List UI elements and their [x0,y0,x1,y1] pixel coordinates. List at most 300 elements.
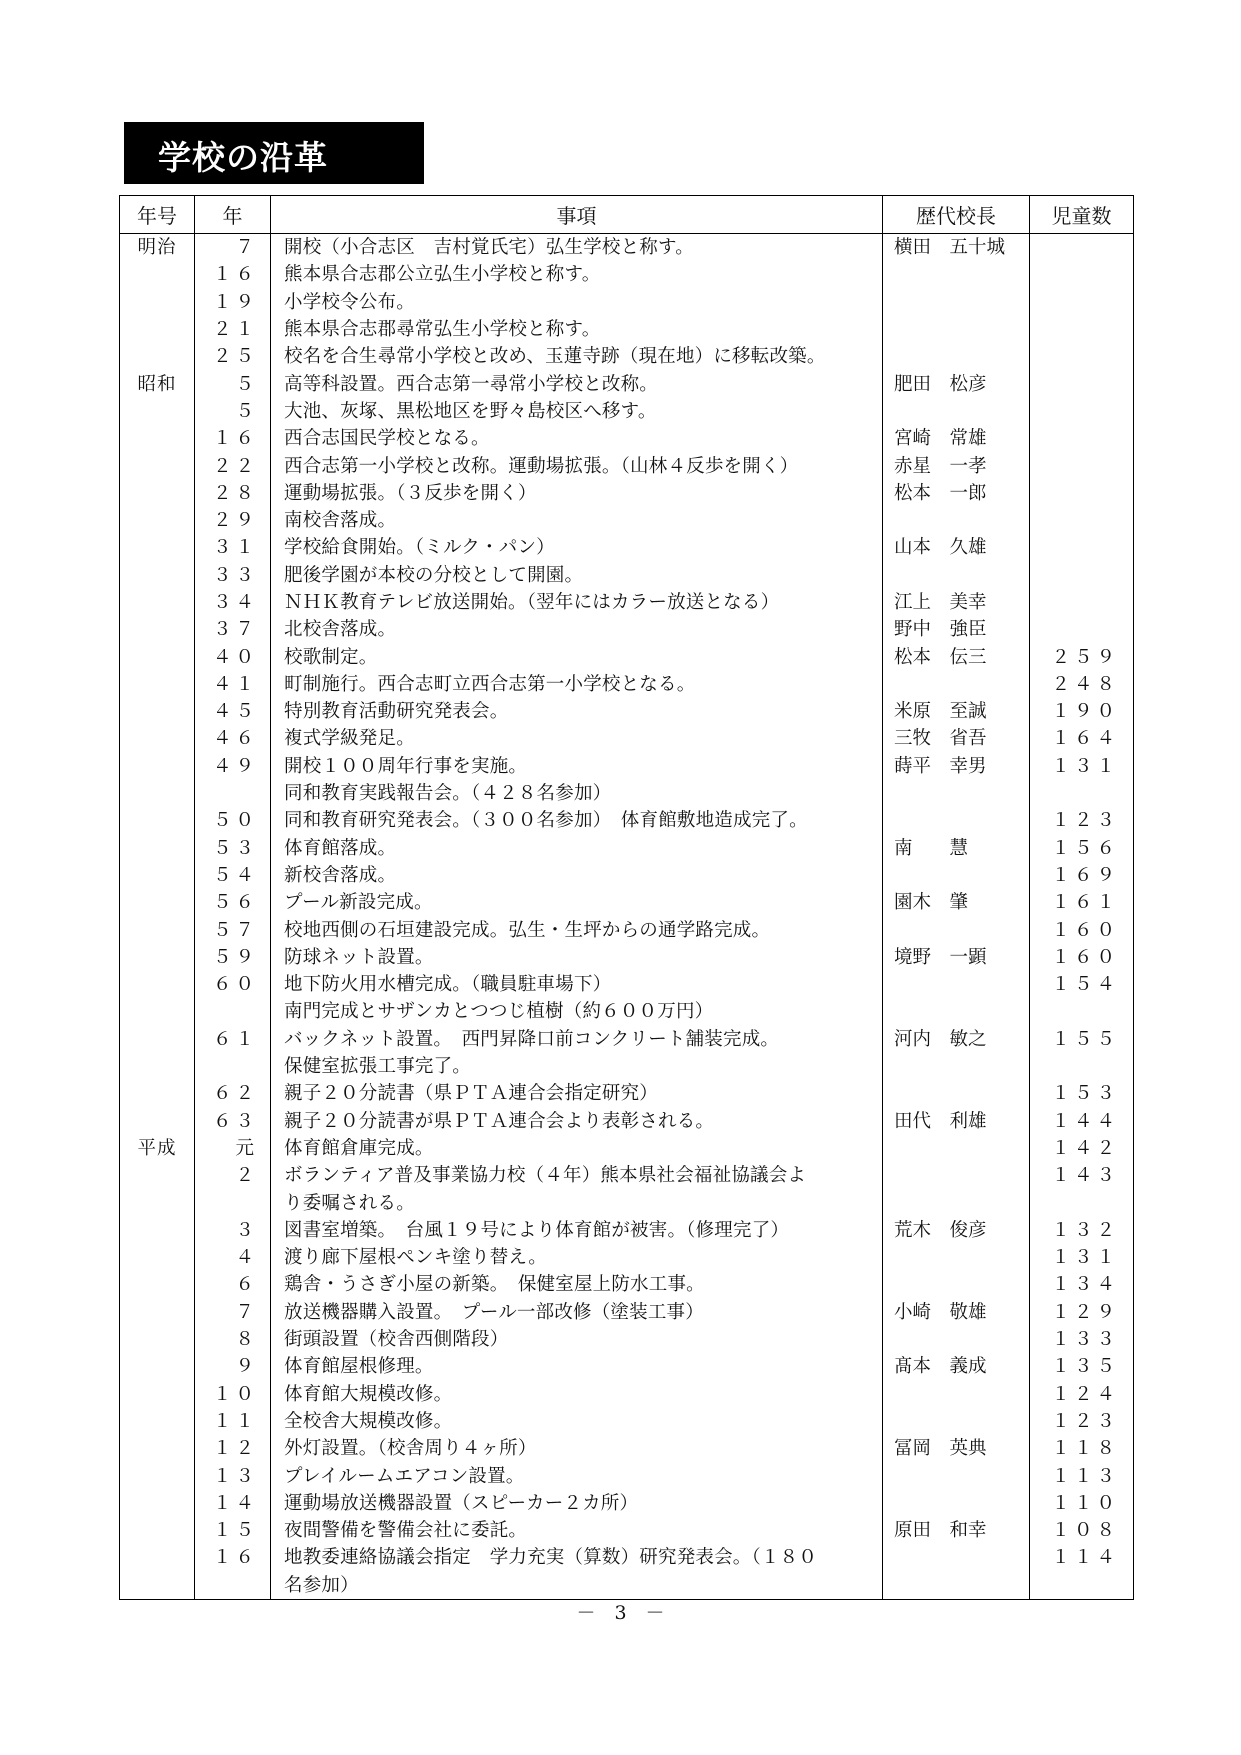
cell-principal: 原田 和幸 [883,1517,1030,1544]
cell-children: ２５９ [1030,643,1134,670]
cell-era [120,1244,195,1271]
cell-event: 放送機器購入設置。 プール一部改修（塗装工事） [271,1299,883,1326]
cell-children: １３５ [1030,1353,1134,1380]
cell-year: １６ [195,261,271,288]
cell-children [1030,261,1134,288]
cell-principal: 松本 一郎 [883,480,1030,507]
cell-principal: 河内 敏之 [883,1026,1030,1053]
history-table [119,195,1134,1600]
cell-event: 西合志第一小学校と改称。運動場拡張。（山林４反歩を開く） [271,452,883,479]
cell-children: １３２ [1030,1217,1134,1244]
cell-principal: 山本 久雄 [883,534,1030,561]
cell-principal [883,671,1030,698]
cell-era [120,1189,195,1216]
cell-children: １３１ [1030,753,1134,780]
cell-era [120,1462,195,1489]
cell-era [120,971,195,998]
cell-era [120,1490,195,1517]
cell-principal [883,1462,1030,1489]
header-year: 年 [195,196,271,234]
cell-year: １０ [195,1380,271,1407]
cell-principal: 松本 伝三 [883,643,1030,670]
cell-era [120,998,195,1025]
section-title-box [124,122,424,184]
cell-principal: 野中 強臣 [883,616,1030,643]
cell-year: ５ [195,398,271,425]
cell-event: 校地西側の石垣建設完成。弘生・生坪からの通学路完成。 [271,916,883,943]
cell-event: 外灯設置。（校舎周り４ヶ所） [271,1435,883,1462]
cell-children: １３４ [1030,1271,1134,1298]
cell-event: 親子２０分読書（県ＰＴＡ連合会指定研究） [271,1080,883,1107]
cell-principal [883,343,1030,370]
table-row [120,1462,1134,1489]
cell-children: １６１ [1030,889,1134,916]
table-row [120,971,1134,998]
cell-year: ４１ [195,671,271,698]
cell-year: ２９ [195,507,271,534]
table-row [120,1162,1134,1189]
cell-principal: 髙本 義成 [883,1353,1030,1380]
cell-era [120,1108,195,1135]
table-row [120,480,1134,507]
cell-principal: 蒔平 幸男 [883,753,1030,780]
cell-year: ６３ [195,1108,271,1135]
cell-event: 新校舎落成。 [271,862,883,889]
cell-era: 昭和 [120,370,195,397]
table-row [120,1189,1134,1216]
page-number: － 3 － [576,1602,665,1624]
cell-era [120,343,195,370]
cell-year: ３３ [195,562,271,589]
cell-children: １１３ [1030,1462,1134,1489]
cell-event: プール新設完成。 [271,889,883,916]
cell-event: り委嘱される。 [271,1189,883,1216]
cell-year: ４０ [195,643,271,670]
table-row [120,835,1134,862]
cell-children: １２３ [1030,807,1134,834]
table-row [120,1544,1134,1571]
cell-children: １６４ [1030,725,1134,752]
cell-event: 肥後学園が本校の分校として開園。 [271,562,883,589]
cell-year: １５ [195,1517,271,1544]
cell-event: 運動場拡張。（３反歩を開く） [271,480,883,507]
cell-children [1030,998,1134,1025]
table-row [120,1299,1134,1326]
cell-children: １４３ [1030,1162,1134,1189]
table-row [120,316,1134,343]
cell-event: 南門完成とサザンカとつつじ植樹（約６００万円） [271,998,883,1025]
cell-event: プレイルームエアコン設置。 [271,1462,883,1489]
cell-children [1030,562,1134,589]
cell-children: １１４ [1030,1544,1134,1571]
table-row [120,425,1134,452]
cell-children [1030,480,1134,507]
cell-principal: 園木 肇 [883,889,1030,916]
cell-era [120,1435,195,1462]
cell-year [195,998,271,1025]
cell-children: １１０ [1030,1490,1134,1517]
cell-children: １０８ [1030,1517,1134,1544]
cell-principal: 横田 五十城 [883,234,1030,262]
cell-year: ３４ [195,589,271,616]
table-row [120,1108,1134,1135]
cell-principal [883,1135,1030,1162]
cell-event: 校名を合生尋常小学校と改め、玉蓮寺跡（現在地）に移転改築。 [271,343,883,370]
cell-children [1030,1189,1134,1216]
cell-event: 図書室増築。 台風１９号により体育館が被害。（修理完了） [271,1217,883,1244]
cell-children [1030,589,1134,616]
cell-children: １５３ [1030,1080,1134,1107]
cell-children [1030,398,1134,425]
cell-era [120,835,195,862]
table-row [120,1271,1134,1298]
table-row [120,562,1134,589]
cell-era [120,1572,195,1600]
cell-year: ５７ [195,916,271,943]
cell-year: ４ [195,1244,271,1271]
cell-year: １２ [195,1435,271,1462]
cell-event: 開校１００周年行事を実施。 [271,753,883,780]
table-header-row [120,196,1134,234]
cell-year: ４５ [195,698,271,725]
cell-era [120,862,195,889]
cell-era [120,1408,195,1435]
cell-principal [883,807,1030,834]
cell-children: １６０ [1030,916,1134,943]
cell-principal: 冨岡 英典 [883,1435,1030,1462]
header-principal: 歴代校長 [883,196,1030,234]
cell-event: 鶏舎・うさぎ小屋の新築。 保健室屋上防水工事。 [271,1271,883,1298]
cell-year: ５３ [195,835,271,862]
cell-era [120,1271,195,1298]
table-row [120,398,1134,425]
cell-year: ４６ [195,725,271,752]
table-row [120,289,1134,316]
cell-children [1030,1572,1134,1600]
cell-principal [883,1189,1030,1216]
cell-event: 熊本県合志郡公立弘生小学校と称す。 [271,261,883,288]
cell-era [120,1053,195,1080]
cell-era [120,698,195,725]
cell-principal [883,1080,1030,1107]
cell-principal [883,1053,1030,1080]
cell-era [120,480,195,507]
cell-year: ６０ [195,971,271,998]
cell-event: 運動場放送機器設置（スピーカー２カ所） [271,1490,883,1517]
table-row [120,234,1134,262]
cell-children: １５４ [1030,971,1134,998]
cell-year: ３１ [195,534,271,561]
cell-year: ５６ [195,889,271,916]
cell-event: 学校給食開始。（ミルク・パン） [271,534,883,561]
cell-year [195,780,271,807]
cell-children: １６９ [1030,862,1134,889]
table-row [120,698,1134,725]
cell-principal [883,971,1030,998]
header-event: 事項 [271,196,883,234]
cell-principal [883,562,1030,589]
cell-event: 全校舎大規模改修。 [271,1408,883,1435]
cell-principal [883,1271,1030,1298]
cell-principal: 小崎 敬雄 [883,1299,1030,1326]
cell-event: 体育館落成。 [271,835,883,862]
cell-principal [883,261,1030,288]
cell-children: １５５ [1030,1026,1134,1053]
cell-era [120,807,195,834]
cell-era [120,616,195,643]
cell-year: ７ [195,234,271,262]
cell-principal [883,1326,1030,1353]
cell-principal: 赤星 一孝 [883,452,1030,479]
cell-principal [883,1544,1030,1571]
cell-event: 地教委連絡協議会指定 学力充実（算数）研究発表会。（１８０ [271,1544,883,1571]
cell-event: ＮＨＫ教育テレビ放送開始。（翌年にはカラー放送となる） [271,589,883,616]
cell-event: 街頭設置（校舎西側階段） [271,1326,883,1353]
cell-era [120,316,195,343]
cell-principal [883,1162,1030,1189]
cell-year: ５９ [195,944,271,971]
cell-event: 校歌制定。 [271,643,883,670]
cell-event: 同和教育研究発表会。（３００名参加） 体育館敷地造成完了。 [271,807,883,834]
cell-era [120,753,195,780]
cell-principal [883,289,1030,316]
cell-year: １９ [195,289,271,316]
cell-children: １２９ [1030,1299,1134,1326]
cell-era [120,1544,195,1571]
cell-children: １１８ [1030,1435,1134,1462]
cell-principal [883,316,1030,343]
cell-event: 複式学級発足。 [271,725,883,752]
table-row [120,1380,1134,1407]
cell-principal: 田代 利雄 [883,1108,1030,1135]
cell-era [120,534,195,561]
table-row [120,1490,1134,1517]
cell-era [120,1080,195,1107]
cell-event: 体育館屋根修理。 [271,1353,883,1380]
table-row [120,725,1134,752]
cell-era [120,1162,195,1189]
cell-year: ６１ [195,1026,271,1053]
cell-principal [883,862,1030,889]
cell-year: １１ [195,1408,271,1435]
cell-year: ４９ [195,753,271,780]
table-row [120,1026,1134,1053]
cell-children: １４２ [1030,1135,1134,1162]
cell-year [195,1189,271,1216]
cell-children: １４４ [1030,1108,1134,1135]
cell-era [120,452,195,479]
cell-year: ２ [195,1162,271,1189]
cell-year: ５ [195,370,271,397]
cell-era [120,1299,195,1326]
cell-children [1030,1053,1134,1080]
cell-year: ３７ [195,616,271,643]
table-row [120,534,1134,561]
table-row [120,944,1134,971]
cell-era [120,1380,195,1407]
cell-era [120,725,195,752]
cell-children [1030,343,1134,370]
cell-event: 小学校令公布。 [271,289,883,316]
cell-event: 地下防火用水槽完成。（職員駐車場下） [271,971,883,998]
cell-children: １３３ [1030,1326,1134,1353]
cell-principal: 三牧 省吾 [883,725,1030,752]
cell-children [1030,616,1134,643]
cell-era [120,507,195,534]
cell-year: ２１ [195,316,271,343]
table-row [120,780,1134,807]
cell-principal [883,507,1030,534]
cell-event: 保健室拡張工事完了。 [271,1053,883,1080]
cell-event: 親子２０分読書が県ＰＴＡ連合会より表彰される。 [271,1108,883,1135]
cell-era [120,889,195,916]
table-row [120,1517,1134,1544]
cell-principal: 米原 至誠 [883,698,1030,725]
table-row [120,643,1134,670]
cell-principal [883,998,1030,1025]
cell-era [120,1517,195,1544]
cell-event: 同和教育実践報告会。（４２８名参加） [271,780,883,807]
cell-year: ６ [195,1271,271,1298]
cell-children [1030,452,1134,479]
table-row [120,370,1134,397]
cell-children [1030,780,1134,807]
table-row [120,1244,1134,1271]
table-row [120,1572,1134,1600]
cell-era [120,916,195,943]
cell-era [120,562,195,589]
cell-children: １５６ [1030,835,1134,862]
cell-year: ５０ [195,807,271,834]
cell-year: ３ [195,1217,271,1244]
header-era: 年号 [120,196,195,234]
cell-children [1030,534,1134,561]
table-row [120,1217,1134,1244]
cell-year: ２８ [195,480,271,507]
table-row [120,1435,1134,1462]
table-row [120,507,1134,534]
table-row [120,1326,1134,1353]
cell-event: 渡り廊下屋根ペンキ塗り替え。 [271,1244,883,1271]
cell-principal [883,398,1030,425]
cell-year: ２２ [195,452,271,479]
cell-era [120,289,195,316]
table-row [120,616,1134,643]
cell-principal [883,916,1030,943]
cell-children [1030,370,1134,397]
cell-event: 防球ネット設置。 [271,944,883,971]
cell-era [120,780,195,807]
cell-year: ７ [195,1299,271,1326]
cell-event: 体育館大規模改修。 [271,1380,883,1407]
cell-era: 明治 [120,234,195,262]
cell-principal [883,1380,1030,1407]
cell-event: 南校舎落成。 [271,507,883,534]
cell-children: １２４ [1030,1380,1134,1407]
table-row [120,1353,1134,1380]
cell-event: 町制施行。西合志町立西合志第一小学校となる。 [271,671,883,698]
cell-event: 体育館倉庫完成。 [271,1135,883,1162]
cell-era [120,1026,195,1053]
cell-event: 夜間警備を警備会社に委託。 [271,1517,883,1544]
cell-children: ２４８ [1030,671,1134,698]
cell-principal: 江上 美幸 [883,589,1030,616]
table-row [120,1053,1134,1080]
cell-children: １３１ [1030,1244,1134,1271]
cell-event: 熊本県合志郡尋常弘生小学校と称す。 [271,316,883,343]
cell-event: 北校舎落成。 [271,616,883,643]
cell-era: 平成 [120,1135,195,1162]
cell-event: 高等科設置。西合志第一尋常小学校と改称。 [271,370,883,397]
cell-event: 特別教育活動研究発表会。 [271,698,883,725]
cell-year: ６２ [195,1080,271,1107]
cell-era [120,671,195,698]
table-row [120,1408,1134,1435]
table-row [120,1080,1134,1107]
cell-era [120,398,195,425]
cell-year: ８ [195,1326,271,1353]
table-row [120,1135,1134,1162]
cell-principal: 境野 一顕 [883,944,1030,971]
cell-era [120,261,195,288]
cell-event: 名参加） [271,1572,883,1600]
cell-year: ９ [195,1353,271,1380]
cell-era [120,944,195,971]
table-row [120,916,1134,943]
cell-principal: 肥田 松彦 [883,370,1030,397]
cell-era [120,425,195,452]
table-row [120,343,1134,370]
cell-children: １９０ [1030,698,1134,725]
cell-era [120,1217,195,1244]
cell-children [1030,425,1134,452]
cell-children [1030,507,1134,534]
cell-principal [883,1572,1030,1600]
cell-year [195,1572,271,1600]
section-title: 学校の沿革 [158,138,328,177]
table-row [120,589,1134,616]
table-row [120,998,1134,1025]
table-row [120,753,1134,780]
table-row [120,671,1134,698]
cell-year: ５４ [195,862,271,889]
table-row [120,889,1134,916]
cell-children [1030,289,1134,316]
cell-era [120,589,195,616]
cell-event: 西合志国民学校となる。 [271,425,883,452]
cell-era [120,1353,195,1380]
cell-principal [883,1244,1030,1271]
cell-principal [883,1490,1030,1517]
cell-children [1030,316,1134,343]
cell-children: １６０ [1030,944,1134,971]
table-row [120,862,1134,889]
cell-event: ボランティア普及事業協力校（４年）熊本県社会福祉協議会よ [271,1162,883,1189]
table-row [120,452,1134,479]
cell-children [1030,234,1134,262]
cell-year: １３ [195,1462,271,1489]
cell-principal [883,1408,1030,1435]
cell-year: １６ [195,1544,271,1571]
table-row [120,261,1134,288]
cell-children: １２３ [1030,1408,1134,1435]
cell-era [120,643,195,670]
header-children: 児童数 [1030,196,1134,234]
cell-principal: 南 慧 [883,835,1030,862]
cell-year: ２５ [195,343,271,370]
cell-year: １６ [195,425,271,452]
cell-year [195,1053,271,1080]
